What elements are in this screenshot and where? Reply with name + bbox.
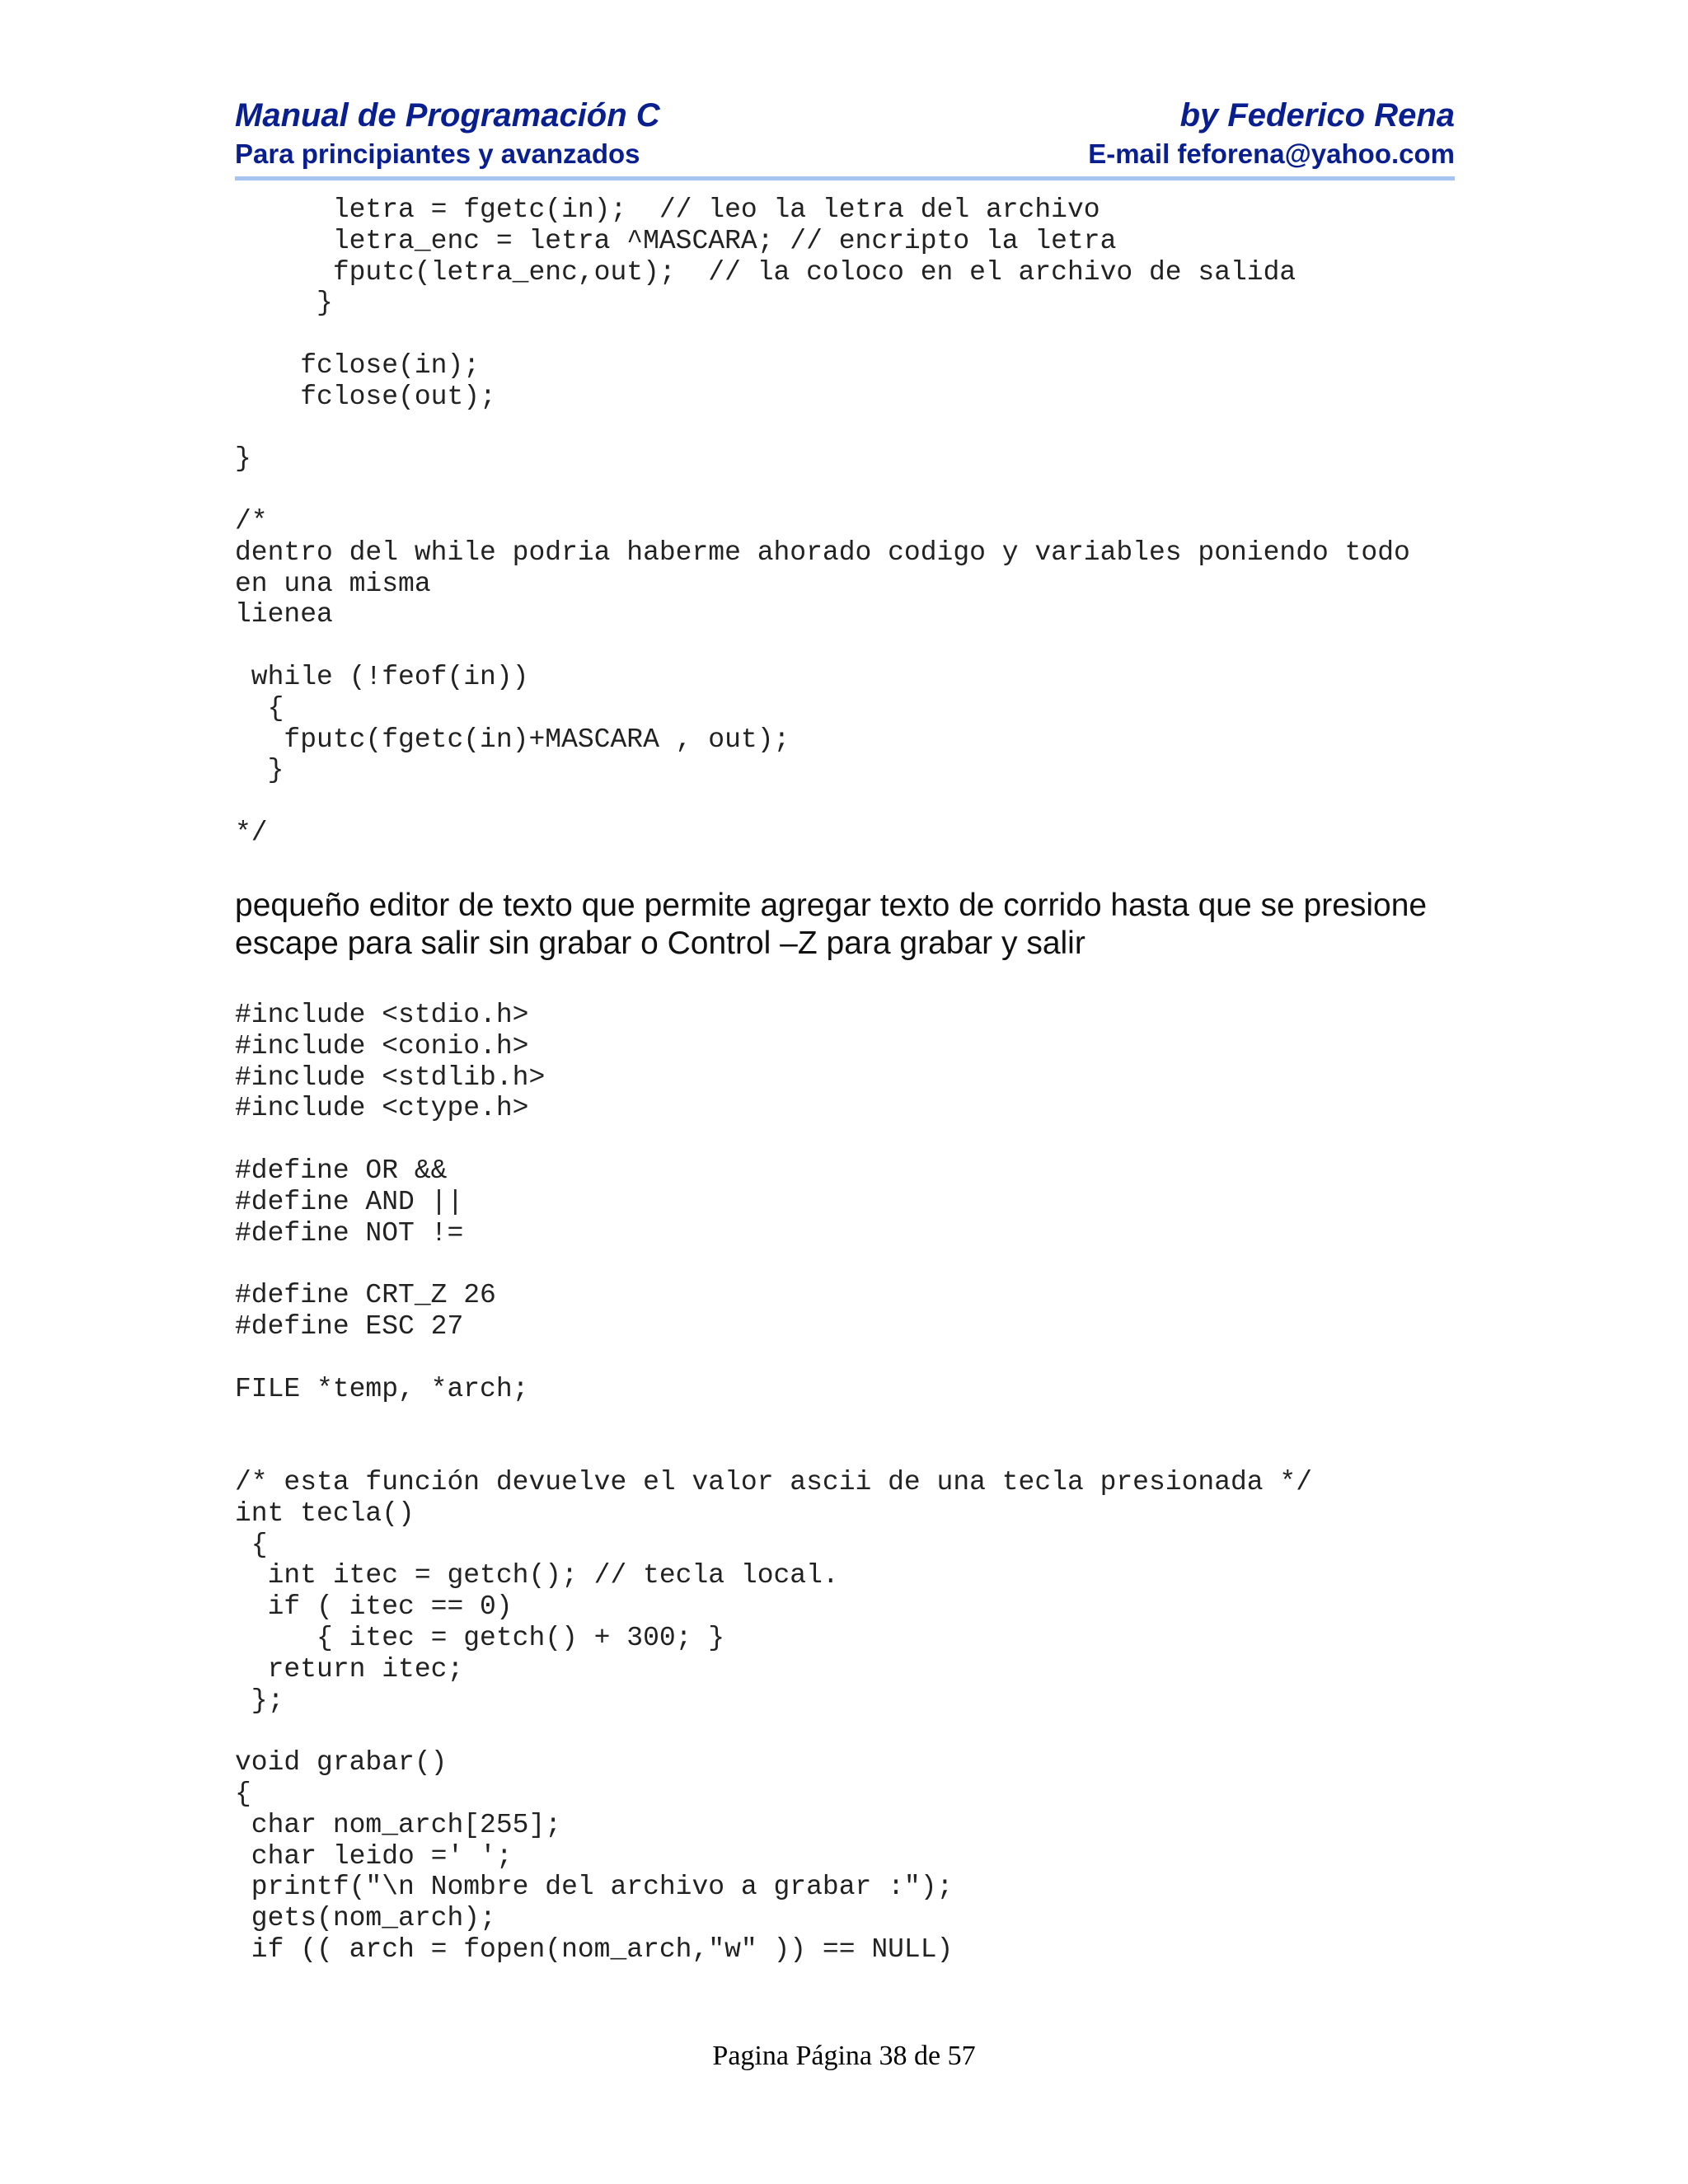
header-title: Manual de Programación C <box>235 97 660 134</box>
code-block-top: letra = fgetc(in); // leo la letra del archivo letra_enc = letra ^MASCARA; // encripto la letra fputc(letra_enc,out); // la coloco en el archivo de salida } fclose(in); fclose(out); } /* dentro del while podria haberme ahorado codigo y variables poniendo todo en una misma lienea while (!feof(in)) { fputc(fgetc(in)+MASCARA , out); } */ <box>235 194 1410 848</box>
header-author: by Federico Rena <box>1179 97 1455 134</box>
code-block-bottom: #include <stdio.h> #include <conio.h> #include <stdlib.h> #include <ctype.h> #define OR && #define AND || #define NOT != #define CRT_Z 26 #define ESC 27 FILE *temp, *arch; /* esta función devuelve el valor ascii de una tecla presionada */ int tecla() { int itec = getch(); // tecla local. if ( itec == 0) { itec = getch() + 300; } return itec; }; void grabar() { char nom_arch[255]; char leido =' '; printf("\n Nombre del archivo a grabar :"); gets(nom_arch); if (( arch = fopen(nom_arch,"w" )) == NULL) <box>235 1000 1313 1965</box>
header-divider <box>235 176 1455 180</box>
page-header <box>235 97 1455 183</box>
header-email: E-mail feforena@yahoo.com <box>1088 138 1455 169</box>
page-number: Pagina Página 38 de 57 <box>712 2041 976 2071</box>
section-description: pequeño editor de texto que permite agregar texto de corrido hasta que se presione escape para salir sin grabar o Control –Z para grabar y salir <box>235 888 1428 961</box>
header-subtitle: Para principiantes y avanzados <box>235 138 640 169</box>
